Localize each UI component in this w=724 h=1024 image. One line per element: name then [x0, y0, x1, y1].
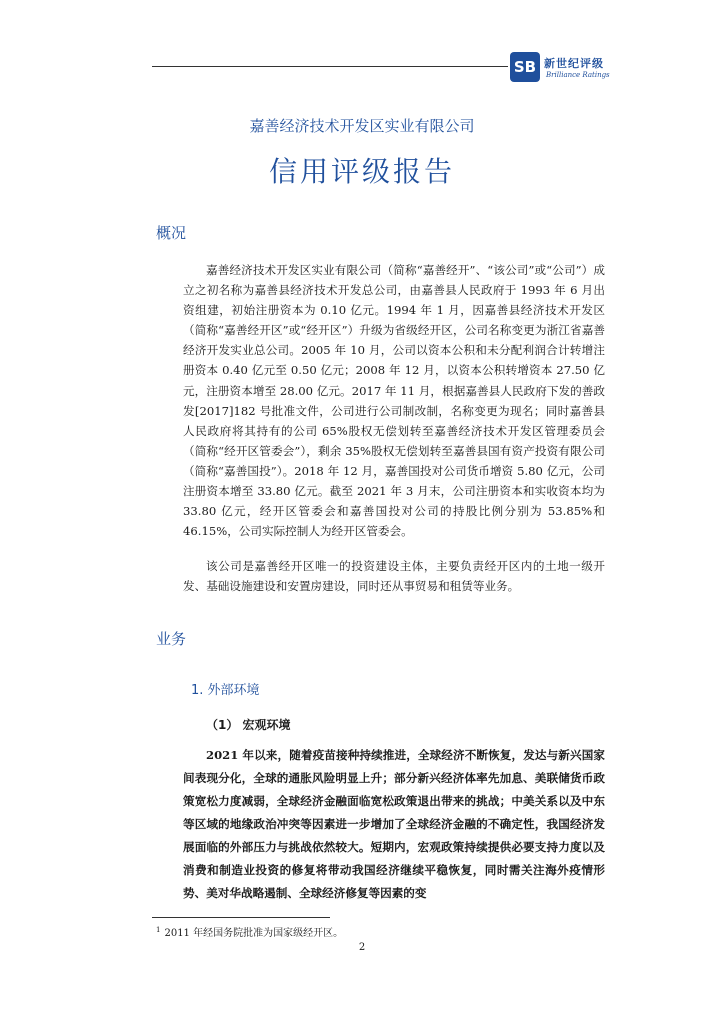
company-name: 嘉善经济技术开发区实业有限公司 [249, 117, 475, 135]
report-title: 信用评级报告 [268, 155, 455, 188]
footnote-rule [152, 917, 330, 918]
macro-paragraph: 2021 年以来，随着疫苗接种持续推进，全球经济不断恢复，发达与新兴国家间表现分化，全球的通胀风险明显上升；部分新兴经济体率先加息、美联储货币政策宽松力度减弱，全球经济金融面临宽松政策退出带来的挑战；中美关系以及中东等区域的地缘政治冲突等因素进一步增加了全球经济金融的不确定性，我国经济发展面临的外部压力与挑战依然较大。短期内，宏观政策持续提供必要支持力度以及消费和制造业投资的修复将带动我国经济继续平稳恢复，同时需关注海外疫情形势、美对华战略遏制、全球经济修复等因素的变 [183, 748, 605, 900]
header-rule [152, 66, 508, 67]
footnote-text: 2011 年经国务院批准为国家级经开区。 [164, 928, 344, 939]
logo-name-cn: 新世纪评级 [544, 57, 604, 70]
footnote-marker: 1 [156, 925, 161, 934]
subsection-heading-external-environment: 1. 外部环境 [191, 683, 260, 698]
overview-paragraph-2: 该公司是嘉善经开区唯一的投资建设主体，主要负责经开区内的土地一级开发、基础设施建设和安置房建设，同时还从事贸易和租赁等业务。 [183, 559, 605, 594]
logo-mark: SB [510, 52, 540, 82]
section-heading-overview: 概况 [156, 224, 187, 242]
brand-logo [510, 52, 630, 92]
page-number: 2 [358, 942, 366, 953]
overview-paragraph-1: 嘉善经济技术开发区实业有限公司（简称“嘉善经开”、“该公司”或“公司”）成立之初名称为嘉善县经济技术开发总公司，由嘉善县人民政府于 1993 年 6 月出资组建，初始注册资本为 0.10 亿元。1994 年 1 月，因嘉善县经济技术开发区（简称“嘉善经开区”或“经开区”）升级为省级经开区，公司名称变更为浙江省嘉善经济开发实业总公司。2005 年 10 月，公司以资本公积和未分配利润合计转增注册资本 0.40 亿元至 0.50 亿元；2008 年 12 月，以资本公积转增资本 27.50 亿元，注册资本增至 28.00 亿元。2017 年 11 月，根据嘉善县人民政府下发的善政发[2017]182 号批准文件，公司进行公司制改制，名称变更为现名；同时嘉善县人民政府将其持有的公司 65%股权无偿划转至嘉善经济技术开发区管理委员会（简称“经开区管委会”），剩余 35%股权无偿划转至嘉善县国有资产投资有限公司（简称“嘉善国投”）。2018 年 12 月，嘉善国投对公司货币增资 5.80 亿元，公司注册资本增至 33.80 亿元。截至 2021 年 3 月末，公司注册资本和实收资本均为 33.80 亿元，经开区管委会和嘉善国投对公司的持股比例分别为 53.85%和 46.15%，公司实际控制人为经开区管委会。 [183, 263, 605, 539]
footnote [156, 924, 343, 939]
logo-name-en: Brilliance Ratings [546, 71, 610, 79]
section-heading-business: 业务 [156, 630, 187, 648]
subsubsection-heading-macro: （1） 宏观环境 [206, 718, 291, 732]
